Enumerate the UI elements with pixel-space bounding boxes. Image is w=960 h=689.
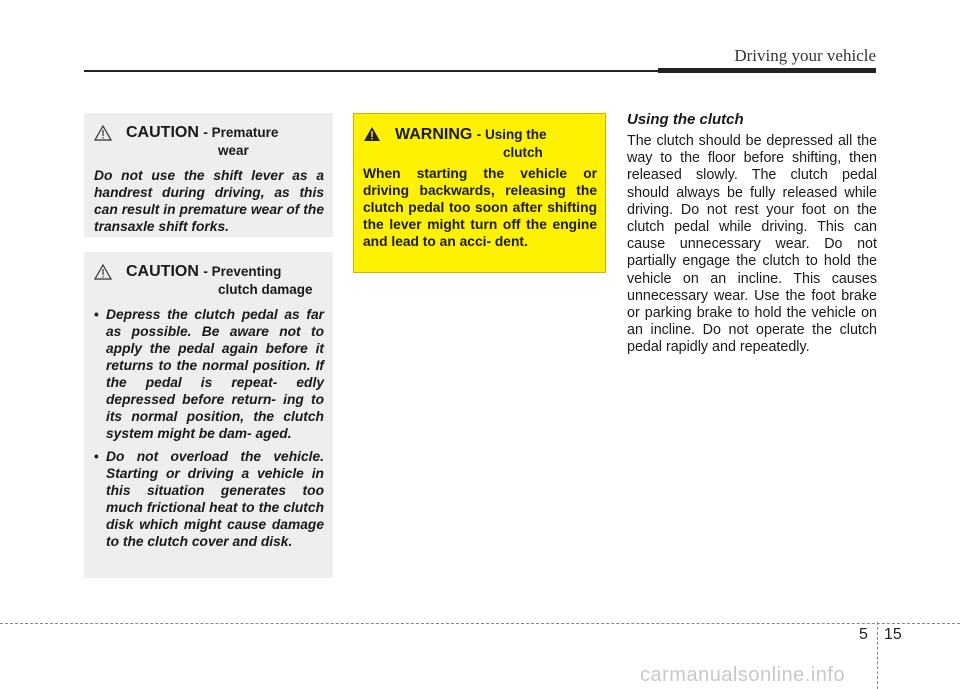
warning-label: WARNING <box>395 126 473 143</box>
warning-box-header <box>363 126 597 161</box>
caution-body: Do not use the shift lever as a handrest during driving, as this can result in premature wear of the transaxle shift forks. <box>94 168 324 234</box>
caution-title-line1: - Premature <box>203 125 279 140</box>
caution-title-line1: - Preventing <box>203 264 282 279</box>
caution-bullet-list <box>94 306 324 550</box>
caution-bullet-item: • Do not overload the vehicle. Starting or driving a vehicle in this situation generates too much frictional heat to the clutch disk which might cause damage to the clutch cover and disk. <box>94 449 324 549</box>
caution-box-header <box>94 124 324 159</box>
caution-icon <box>94 125 112 141</box>
footer-rule <box>0 623 960 624</box>
warning-body: When starting the vehicle or driving backwards, releasing the clutch pedal too soon after shifting the lever might turn off the engine and lead to an acci- dent. <box>363 166 597 249</box>
warning-title-line2: clutch <box>503 145 543 160</box>
caution-icon <box>94 264 112 280</box>
caution-title-line2: clutch damage <box>218 282 313 297</box>
caution-bullet-item: • Depress the clutch pedal as far as possible. Be aware not to apply the pedal again before it returns to the normal position. If the pedal is repeat- edly depressed before return- ing to its normal position, the clutch system might be dam- aged. <box>94 307 324 441</box>
caution-box-header <box>94 263 324 298</box>
page-header-title: Driving your vehicle <box>734 46 876 65</box>
page-number: 15 <box>884 626 902 643</box>
warning-box-using-clutch <box>353 113 606 273</box>
caution-box-clutch-damage <box>84 252 333 578</box>
warning-icon <box>363 126 381 142</box>
section-heading: Using the clutch <box>627 111 744 128</box>
header-rule <box>84 70 660 72</box>
caution-label: CAUTION <box>126 124 199 141</box>
warning-title-line1: - Using the <box>476 127 547 142</box>
caution-label: CAUTION <box>126 263 199 280</box>
footer-divider <box>877 622 878 689</box>
page-chapter-number: 5 <box>859 626 868 643</box>
caution-box-premature-wear <box>84 113 333 237</box>
caution-title-line2: wear <box>218 143 249 158</box>
section-body: The clutch should be depressed all the way to the floor before shifting, then released slowly. The clutch pedal should always be fully released while driving. Do not rest your foot on the clutch pedal while driving. This can cause unnecessary wear. Do not partially engage the clutch to hold the vehicle on an incline. This causes unnecessary wear. Use the foot brake or parking brake to hold the vehicle on an incline. Do not operate the clutch pedal rapidly and repeatedly. <box>627 133 877 356</box>
header-rule-thick <box>658 68 876 73</box>
watermark: carmanualsonline.info <box>640 664 846 686</box>
